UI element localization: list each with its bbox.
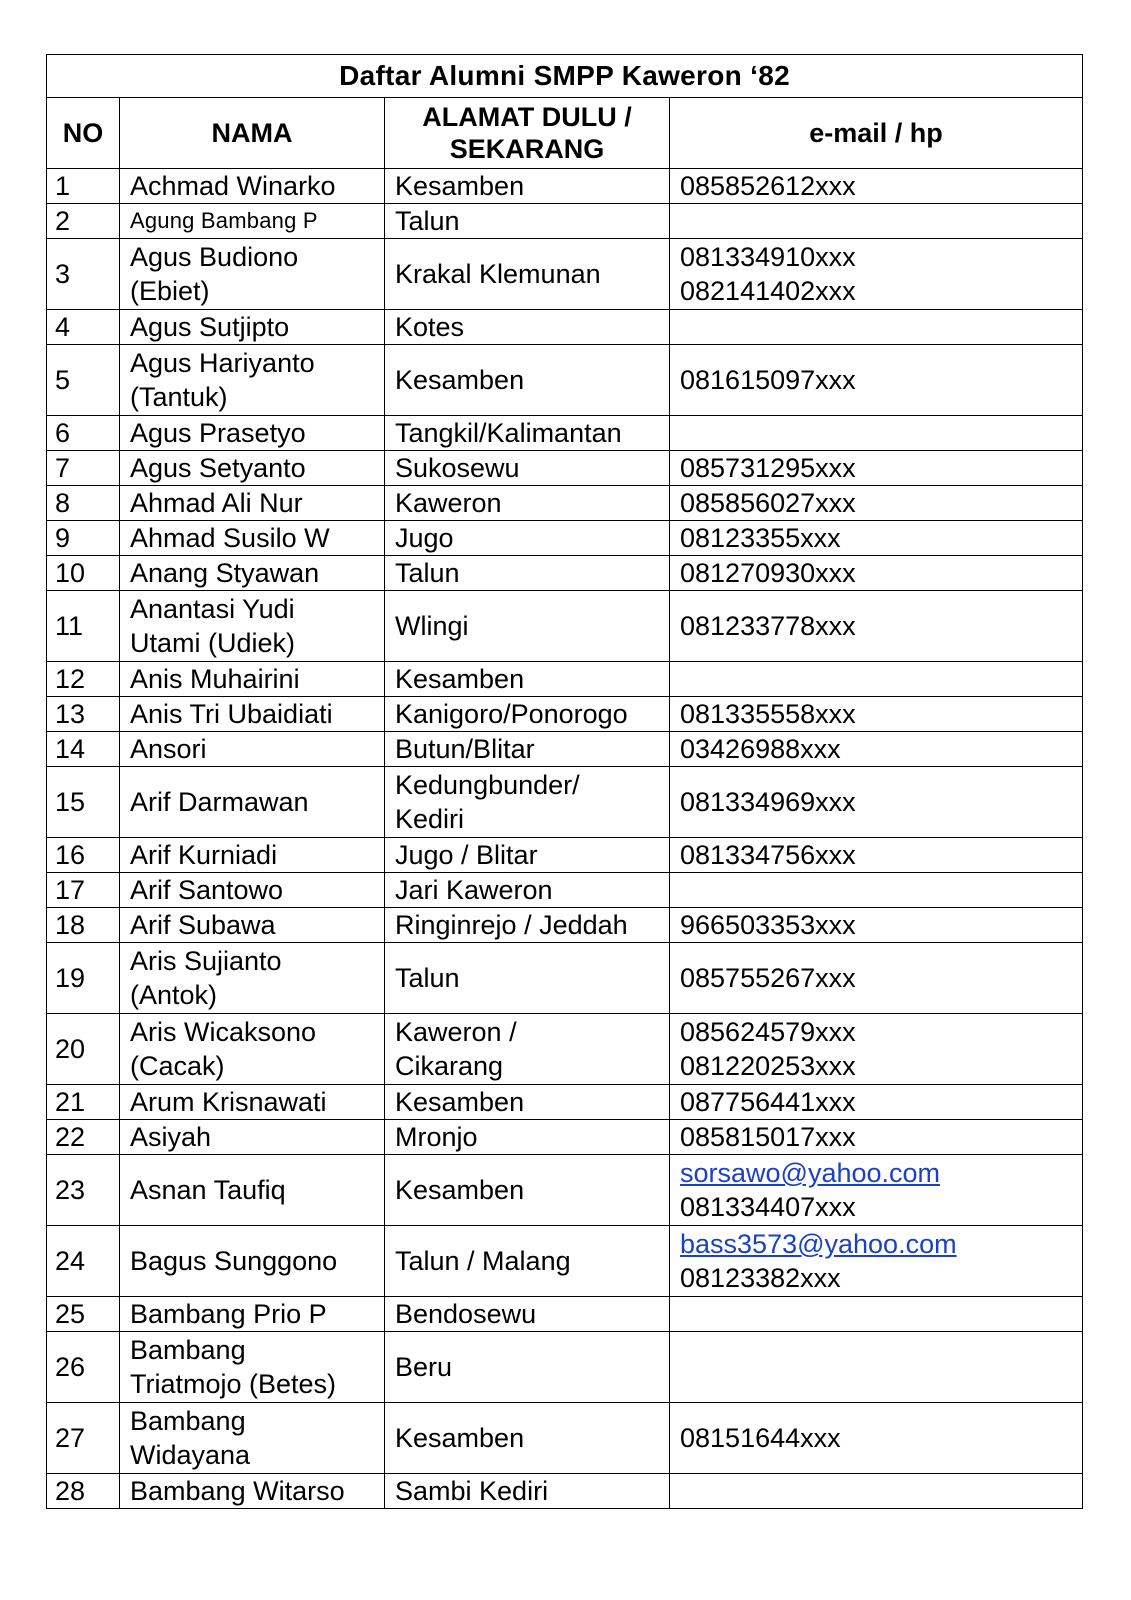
- cell-no: 12: [47, 662, 120, 697]
- cell-nama-line: Utami (Udiek): [130, 628, 296, 658]
- cell-nama-line: Bagus Sunggono: [130, 1246, 338, 1276]
- cell-no: 16: [47, 838, 120, 873]
- cell-contact-line: 966503353xxx: [680, 910, 856, 940]
- cell-alamat: [385, 908, 670, 943]
- cell-alamat: [385, 451, 670, 486]
- cell-nama-line: Ansori: [130, 734, 207, 764]
- cell-contact: [670, 451, 1083, 486]
- header-contact: e-mail / hp: [670, 98, 1083, 169]
- table-row: [47, 1332, 1083, 1403]
- header-alamat: ALAMAT DULU / SEKARANG: [385, 98, 670, 169]
- table-body: [47, 169, 1083, 1509]
- cell-contact: [670, 345, 1083, 416]
- cell-alamat: [385, 204, 670, 239]
- cell-alamat: [385, 838, 670, 873]
- cell-alamat: [385, 732, 670, 767]
- cell-contact-line: 08123382xxx: [680, 1263, 841, 1293]
- cell-alamat-line: Mronjo: [395, 1122, 478, 1152]
- cell-nama: [120, 662, 385, 697]
- cell-contact: [670, 943, 1083, 1014]
- cell-no: 22: [47, 1120, 120, 1155]
- cell-nama-line: Asnan Taufiq: [130, 1175, 286, 1205]
- table-row: [47, 1085, 1083, 1120]
- cell-nama-line: Widayana: [130, 1440, 251, 1470]
- cell-alamat-line: Beru: [395, 1352, 453, 1382]
- cell-contact-line: 081270930xxx: [680, 558, 856, 588]
- cell-alamat: [385, 1155, 670, 1226]
- table-row: [47, 908, 1083, 943]
- cell-alamat-line: Cikarang: [395, 1051, 504, 1081]
- cell-no: 10: [47, 556, 120, 591]
- cell-alamat: [385, 556, 670, 591]
- cell-no: 20: [47, 1014, 120, 1085]
- table-row: [47, 1474, 1083, 1509]
- cell-nama: [120, 873, 385, 908]
- cell-nama: [120, 732, 385, 767]
- cell-nama: [120, 1332, 385, 1403]
- cell-contact: [670, 1332, 1083, 1403]
- cell-no: 23: [47, 1155, 120, 1226]
- cell-nama: [120, 1403, 385, 1474]
- table-row: [47, 873, 1083, 908]
- cell-alamat-line: Kesamben: [395, 1423, 525, 1453]
- cell-alamat-line: Sukosewu: [395, 453, 520, 483]
- cell-nama: [120, 838, 385, 873]
- cell-nama-line: Arum Krisnawati: [130, 1087, 327, 1117]
- cell-nama-line: Aris Sujianto: [130, 946, 282, 976]
- cell-alamat: [385, 767, 670, 838]
- cell-contact-line: 081334756xxx: [680, 840, 856, 870]
- cell-nama: [120, 521, 385, 556]
- cell-no: 2: [47, 204, 120, 239]
- cell-nama-line: Triatmojo (Betes): [130, 1369, 337, 1399]
- table-row: [47, 416, 1083, 451]
- cell-nama-line: Arif Darmawan: [130, 787, 309, 817]
- table-row: [47, 169, 1083, 204]
- cell-contact-line: 081615097xxx: [680, 365, 856, 395]
- cell-no: 21: [47, 1085, 120, 1120]
- cell-alamat: [385, 1332, 670, 1403]
- table-row: [47, 1297, 1083, 1332]
- cell-nama: [120, 1226, 385, 1297]
- cell-alamat-line: Sambi Kediri: [395, 1476, 549, 1506]
- cell-nama-line: Bambang Witarso: [130, 1476, 345, 1506]
- cell-contact-line: 085856027xxx: [680, 488, 856, 518]
- cell-nama: [120, 204, 385, 239]
- cell-alamat-line: Kaweron /: [395, 1017, 517, 1047]
- cell-nama: [120, 310, 385, 345]
- cell-alamat-line: Kesamben: [395, 1087, 525, 1117]
- cell-alamat: [385, 1474, 670, 1509]
- cell-alamat: [385, 345, 670, 416]
- cell-nama: [120, 1014, 385, 1085]
- table-row: [47, 556, 1083, 591]
- cell-nama: [120, 1085, 385, 1120]
- cell-no: 7: [47, 451, 120, 486]
- cell-contact: [670, 697, 1083, 732]
- cell-no: 19: [47, 943, 120, 1014]
- cell-nama: [120, 169, 385, 204]
- cell-contact: [670, 239, 1083, 310]
- cell-alamat-line: Kesamben: [395, 1175, 525, 1205]
- table-row: [47, 697, 1083, 732]
- cell-alamat-line: Talun: [395, 558, 460, 588]
- cell-contact: [670, 732, 1083, 767]
- cell-nama-line: Anis Tri Ubaidiati: [130, 699, 333, 729]
- cell-nama: [120, 1474, 385, 1509]
- cell-alamat-line: Bendosewu: [395, 1299, 537, 1329]
- cell-nama: [120, 908, 385, 943]
- table-row: [47, 767, 1083, 838]
- cell-no: 14: [47, 732, 120, 767]
- cell-alamat-line: Talun / Malang: [395, 1246, 571, 1276]
- cell-contact: [670, 1297, 1083, 1332]
- cell-nama-line: Agus Budiono: [130, 242, 299, 272]
- cell-contact-line: 085624579xxx: [680, 1017, 856, 1047]
- table-row: [47, 486, 1083, 521]
- cell-contact: [670, 1120, 1083, 1155]
- cell-alamat: [385, 416, 670, 451]
- cell-nama-line: Anang Styawan: [130, 558, 320, 588]
- cell-contact-line: 082141402xxx: [680, 276, 856, 306]
- cell-nama: [120, 239, 385, 310]
- cell-contact-line: 081220253xxx: [680, 1051, 856, 1081]
- table-row: [47, 1226, 1083, 1297]
- header-nama: NAMA: [120, 98, 385, 169]
- cell-alamat: [385, 486, 670, 521]
- cell-nama-line: Agus Sutjipto: [130, 312, 290, 342]
- cell-contact: [670, 662, 1083, 697]
- cell-alamat: [385, 873, 670, 908]
- cell-contact-line: 081233778xxx: [680, 611, 856, 641]
- cell-alamat-line: Butun/Blitar: [395, 734, 535, 764]
- cell-alamat-line: Ringinrejo / Jeddah: [395, 910, 628, 940]
- table-row: [47, 1120, 1083, 1155]
- cell-alamat-line: Kanigoro/Ponorogo: [395, 699, 628, 729]
- cell-no: 13: [47, 697, 120, 732]
- table-row: [47, 310, 1083, 345]
- cell-alamat-line: Wlingi: [395, 611, 469, 641]
- cell-contact: [670, 416, 1083, 451]
- cell-contact-line: 081334407xxx: [680, 1192, 856, 1222]
- cell-nama-line: Agus Prasetyo: [130, 418, 306, 448]
- cell-contact-line: 081334969xxx: [680, 787, 856, 817]
- cell-contact: [670, 521, 1083, 556]
- cell-alamat-line: Kediri: [395, 804, 465, 834]
- table-row: [47, 1403, 1083, 1474]
- cell-nama-line: Agus Hariyanto: [130, 348, 315, 378]
- cell-alamat-line: Jari Kaweron: [395, 875, 553, 905]
- cell-nama-line: Agus Setyanto: [130, 453, 306, 483]
- cell-nama-line: Achmad Winarko: [130, 171, 336, 201]
- cell-no: 27: [47, 1403, 120, 1474]
- cell-nama-line: Bambang: [130, 1406, 246, 1436]
- email-link[interactable]: bass3573@yahoo.com: [680, 1229, 957, 1259]
- cell-alamat-line: Krakal Klemunan: [395, 259, 601, 289]
- cell-no: 18: [47, 908, 120, 943]
- cell-contact-line: 08123355xxx: [680, 523, 841, 553]
- table-row: [47, 204, 1083, 239]
- cell-contact: [670, 767, 1083, 838]
- cell-alamat: [385, 1297, 670, 1332]
- table-row: [47, 662, 1083, 697]
- cell-no: 17: [47, 873, 120, 908]
- cell-contact: [670, 1403, 1083, 1474]
- cell-contact-line: 087756441xxx: [680, 1087, 856, 1117]
- cell-contact-line: 085731295xxx: [680, 453, 856, 483]
- cell-nama-line: Aris Wicaksono: [130, 1017, 317, 1047]
- cell-nama: [120, 556, 385, 591]
- cell-alamat: [385, 1014, 670, 1085]
- cell-contact-line: 081335558xxx: [680, 699, 856, 729]
- cell-no: 25: [47, 1297, 120, 1332]
- header-no: NO: [47, 98, 120, 169]
- cell-nama-line: Arif Kurniadi: [130, 840, 278, 870]
- cell-contact: [670, 169, 1083, 204]
- cell-contact: [670, 1155, 1083, 1226]
- cell-contact: [670, 1226, 1083, 1297]
- cell-nama-line: (Ebiet): [130, 276, 210, 306]
- cell-contact: [670, 873, 1083, 908]
- cell-nama-line: (Cacak): [130, 1051, 225, 1081]
- cell-nama: [120, 416, 385, 451]
- cell-alamat: [385, 591, 670, 662]
- cell-contact: [670, 838, 1083, 873]
- cell-contact: [670, 204, 1083, 239]
- cell-contact: [670, 1085, 1083, 1120]
- table-row: [47, 521, 1083, 556]
- table-row: [47, 1155, 1083, 1226]
- cell-no: 3: [47, 239, 120, 310]
- table-row: [47, 732, 1083, 767]
- cell-alamat: [385, 239, 670, 310]
- cell-nama: [120, 1120, 385, 1155]
- cell-contact-line: 085852612xxx: [680, 171, 856, 201]
- table-row: [47, 591, 1083, 662]
- cell-nama-line: Arif Santowo: [130, 875, 284, 905]
- cell-nama-line: Bambang: [130, 1335, 246, 1365]
- cell-alamat: [385, 697, 670, 732]
- cell-contact-line: 03426988xxx: [680, 734, 841, 764]
- cell-nama-line: Asiyah: [130, 1122, 212, 1152]
- cell-no: 9: [47, 521, 120, 556]
- cell-contact: [670, 1474, 1083, 1509]
- cell-no: 24: [47, 1226, 120, 1297]
- email-link[interactable]: sorsawo@yahoo.com: [680, 1158, 941, 1188]
- table-row: [47, 239, 1083, 310]
- cell-contact: [670, 591, 1083, 662]
- cell-alamat-line: Kedungbunder/: [395, 770, 580, 800]
- cell-contact: [670, 556, 1083, 591]
- cell-alamat-line: Talun: [395, 963, 460, 993]
- cell-alamat-line: Kesamben: [395, 171, 525, 201]
- cell-nama: [120, 943, 385, 1014]
- cell-no: 26: [47, 1332, 120, 1403]
- cell-nama-line: Arif Subawa: [130, 910, 276, 940]
- cell-nama-line: Ahmad Susilo W: [130, 523, 330, 553]
- cell-no: 1: [47, 169, 120, 204]
- cell-alamat-line: Kesamben: [395, 365, 525, 395]
- cell-nama-line: Bambang Prio P: [130, 1299, 327, 1329]
- cell-no: 15: [47, 767, 120, 838]
- cell-contact-line: 08151644xxx: [680, 1423, 841, 1453]
- cell-alamat: [385, 521, 670, 556]
- cell-nama-line: Anantasi Yudi: [130, 594, 295, 624]
- cell-nama: [120, 451, 385, 486]
- cell-nama: [120, 486, 385, 521]
- cell-nama: [120, 767, 385, 838]
- table-row: [47, 838, 1083, 873]
- table-title: Daftar Alumni SMPP Kaweron ‘82: [47, 55, 1083, 98]
- table-row: [47, 943, 1083, 1014]
- cell-nama: [120, 1297, 385, 1332]
- table-row: [47, 345, 1083, 416]
- cell-alamat-line: Talun: [395, 206, 460, 236]
- cell-alamat: [385, 943, 670, 1014]
- cell-alamat: [385, 1085, 670, 1120]
- cell-alamat: [385, 1120, 670, 1155]
- cell-no: 5: [47, 345, 120, 416]
- cell-contact: [670, 908, 1083, 943]
- cell-no: 4: [47, 310, 120, 345]
- cell-alamat: [385, 1403, 670, 1474]
- cell-contact-line: 085755267xxx: [680, 963, 856, 993]
- cell-alamat-line: Jugo: [395, 523, 454, 553]
- cell-alamat: [385, 662, 670, 697]
- cell-no: 6: [47, 416, 120, 451]
- cell-nama-line: Agung Bambang P: [130, 208, 318, 233]
- cell-no: 8: [47, 486, 120, 521]
- cell-contact: [670, 310, 1083, 345]
- table-row: [47, 451, 1083, 486]
- alumni-table: [46, 54, 1083, 1509]
- cell-contact: [670, 1014, 1083, 1085]
- cell-nama-line: Anis Muhairini: [130, 664, 300, 694]
- cell-alamat-line: Tangkil/Kalimantan: [395, 418, 622, 448]
- header-row: [47, 98, 1083, 169]
- cell-contact-line: 085815017xxx: [680, 1122, 856, 1152]
- cell-no: 11: [47, 591, 120, 662]
- cell-nama-line: (Antok): [130, 980, 218, 1010]
- cell-alamat: [385, 169, 670, 204]
- cell-contact-line: 081334910xxx: [680, 242, 856, 272]
- cell-alamat-line: Kotes: [395, 312, 465, 342]
- cell-alamat: [385, 310, 670, 345]
- cell-alamat-line: Kaweron: [395, 488, 502, 518]
- cell-alamat: [385, 1226, 670, 1297]
- cell-nama: [120, 1155, 385, 1226]
- cell-alamat-line: Jugo / Blitar: [395, 840, 538, 870]
- cell-nama: [120, 697, 385, 732]
- cell-alamat-line: Kesamben: [395, 664, 525, 694]
- table-row: [47, 1014, 1083, 1085]
- cell-nama-line: (Tantuk): [130, 382, 228, 412]
- cell-nama-line: Ahmad Ali Nur: [130, 488, 303, 518]
- cell-nama: [120, 591, 385, 662]
- cell-nama: [120, 345, 385, 416]
- cell-no: 28: [47, 1474, 120, 1509]
- cell-contact: [670, 486, 1083, 521]
